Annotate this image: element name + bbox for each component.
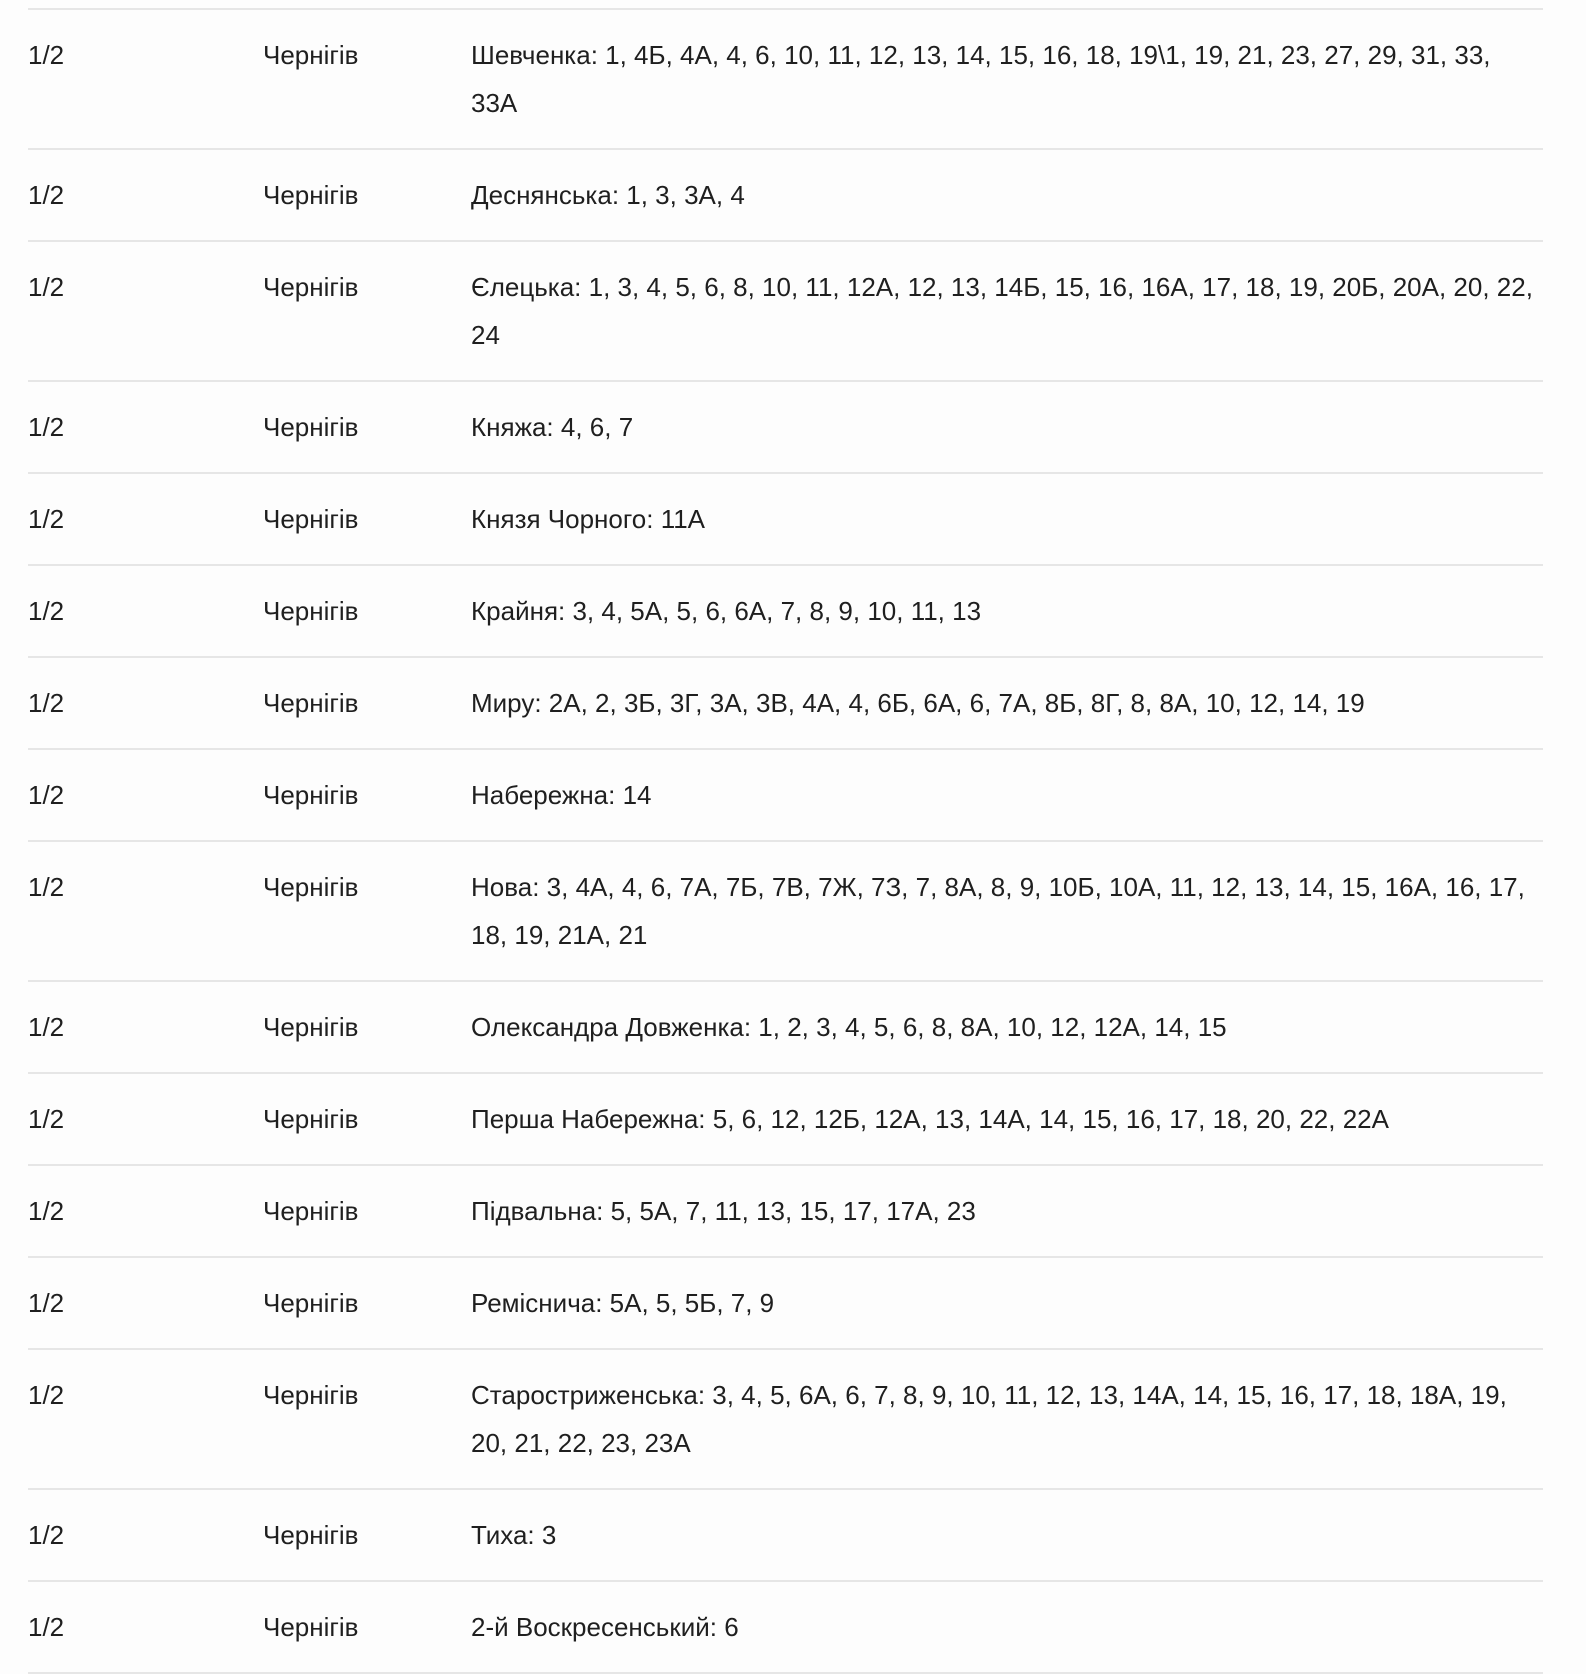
queue-cell: 1/2 <box>28 1612 65 1642</box>
streets-cell: Деснянська: 1, 3, 3А, 4 <box>471 180 745 210</box>
city-cell: Чернігів <box>263 180 359 210</box>
queue-cell: 1/2 <box>28 688 65 718</box>
outage-schedule-table <box>28 8 1543 1674</box>
streets-cell: 2-й Воскресенський: 6 <box>471 1612 739 1642</box>
streets-cell: Старостриженська: 3, 4, 5, 6А, 6, 7, 8, 9, 10, 11, 12, 13, 14А, 14, 15, 16, 17, 18, 18А, 19, 20, 21, 22, 23, 23А <box>471 1380 1507 1458</box>
city-cell: Чернігів <box>263 780 359 810</box>
streets-cell: Миру: 2А, 2, 3Б, 3Г, 3А, 3В, 4А, 4, 6Б, 6А, 6, 7А, 8Б, 8Г, 8, 8А, 10, 12, 14, 19 <box>471 688 1365 718</box>
table-row <box>28 750 1543 842</box>
city-cell: Чернігів <box>263 504 359 534</box>
streets-cell: Княжа: 4, 6, 7 <box>471 412 634 442</box>
table-row <box>28 842 1543 982</box>
city-cell: Чернігів <box>263 1288 359 1318</box>
table-row <box>28 150 1543 242</box>
queue-cell: 1/2 <box>28 1012 65 1042</box>
streets-cell: Олександра Довженка: 1, 2, 3, 4, 5, 6, 8, 8А, 10, 12, 12А, 14, 15 <box>471 1012 1227 1042</box>
city-cell: Чернігів <box>263 272 359 302</box>
streets-cell: Князя Чорного: 11А <box>471 504 706 534</box>
streets-cell: Єлецька: 1, 3, 4, 5, 6, 8, 10, 11, 12А, 12, 13, 14Б, 15, 16, 16А, 17, 18, 19, 20Б, 20А, 20, 22, 24 <box>471 272 1533 350</box>
city-cell: Чернігів <box>263 412 359 442</box>
queue-cell: 1/2 <box>28 504 65 534</box>
table-row <box>28 1490 1543 1582</box>
table-row <box>28 1074 1543 1166</box>
queue-cell: 1/2 <box>28 1104 65 1134</box>
queue-cell: 1/2 <box>28 412 65 442</box>
queue-cell: 1/2 <box>28 596 65 626</box>
queue-cell: 1/2 <box>28 180 65 210</box>
city-cell: Чернігів <box>263 1612 359 1642</box>
city-cell: Чернігів <box>263 596 359 626</box>
city-cell: Чернігів <box>263 40 359 70</box>
streets-cell: Перша Набережна: 5, 6, 12, 12Б, 12А, 13, 14А, 14, 15, 16, 17, 18, 20, 22, 22А <box>471 1104 1389 1134</box>
streets-cell: Реміснича: 5А, 5, 5Б, 7, 9 <box>471 1288 775 1318</box>
table-row <box>28 10 1543 150</box>
queue-cell: 1/2 <box>28 1380 65 1410</box>
queue-cell: 1/2 <box>28 780 65 810</box>
streets-cell: Шевченка: 1, 4Б, 4А, 4, 6, 10, 11, 12, 13, 14, 15, 16, 18, 19\1, 19, 21, 23, 27, 29, 31, 33, 33А <box>471 40 1491 118</box>
queue-cell: 1/2 <box>28 40 65 70</box>
queue-cell: 1/2 <box>28 1520 65 1550</box>
streets-cell: Тиха: 3 <box>471 1520 557 1550</box>
queue-cell: 1/2 <box>28 1288 65 1318</box>
streets-cell: Крайня: 3, 4, 5А, 5, 6, 6А, 7, 8, 9, 10, 11, 13 <box>471 596 982 626</box>
city-cell: Чернігів <box>263 1012 359 1042</box>
streets-cell: Набережна: 14 <box>471 780 652 810</box>
table-row <box>28 382 1543 474</box>
streets-cell: Нова: 3, 4А, 4, 6, 7А, 7Б, 7В, 7Ж, 7З, 7, 8А, 8, 9, 10Б, 10А, 11, 12, 13, 14, 15, 16А, 16, 17, 18, 19, 21А, 21 <box>471 872 1525 950</box>
table-row <box>28 242 1543 382</box>
streets-cell: Підвальна: 5, 5А, 7, 11, 13, 15, 17, 17А, 23 <box>471 1196 976 1226</box>
table-row <box>28 658 1543 750</box>
queue-cell: 1/2 <box>28 272 65 302</box>
table-row <box>28 1582 1543 1674</box>
queue-cell: 1/2 <box>28 1196 65 1226</box>
city-cell: Чернігів <box>263 1380 359 1410</box>
table-row <box>28 982 1543 1074</box>
queue-cell: 1/2 <box>28 872 65 902</box>
city-cell: Чернігів <box>263 688 359 718</box>
city-cell: Чернігів <box>263 1196 359 1226</box>
city-cell: Чернігів <box>263 1104 359 1134</box>
table-row <box>28 1166 1543 1258</box>
city-cell: Чернігів <box>263 872 359 902</box>
table-row <box>28 1258 1543 1350</box>
city-cell: Чернігів <box>263 1520 359 1550</box>
table-row <box>28 474 1543 566</box>
table-row <box>28 1350 1543 1490</box>
table-row <box>28 566 1543 658</box>
